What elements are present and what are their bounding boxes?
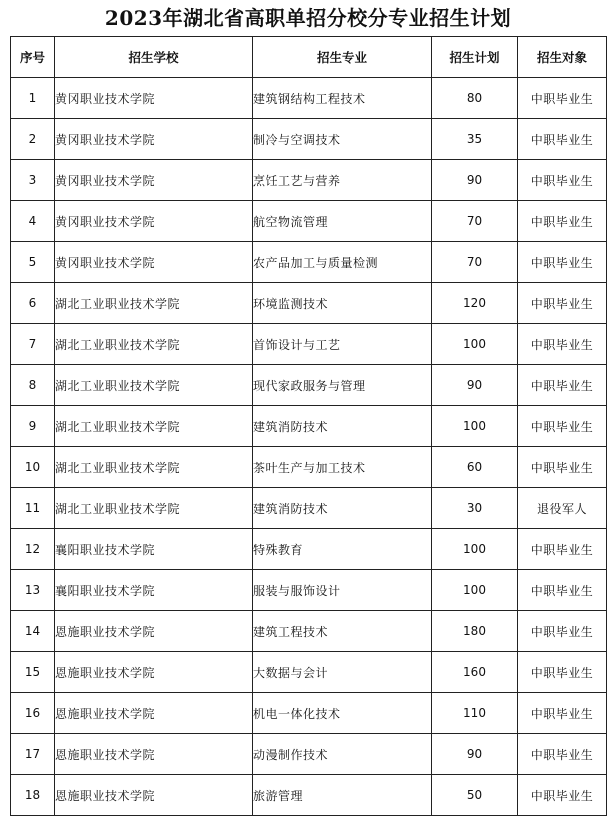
cell-major: 航空物流管理 [253, 201, 432, 242]
table-row [11, 529, 607, 570]
table-row [11, 406, 607, 447]
cell-quota: 70 [432, 201, 518, 242]
cell-target: 中职毕业生 [518, 734, 607, 775]
cell-index: 17 [11, 734, 55, 775]
cell-quota: 60 [432, 447, 518, 488]
cell-major: 机电一体化技术 [253, 693, 432, 734]
header-target: 招生对象 [518, 37, 607, 78]
table-row [11, 775, 607, 816]
header-school: 招生学校 [55, 37, 253, 78]
cell-school: 湖北工业职业技术学院 [55, 406, 253, 447]
cell-major: 服装与服饰设计 [253, 570, 432, 611]
cell-target: 中职毕业生 [518, 242, 607, 283]
cell-index: 12 [11, 529, 55, 570]
cell-quota: 100 [432, 406, 518, 447]
cell-school: 湖北工业职业技术学院 [55, 283, 253, 324]
cell-target: 中职毕业生 [518, 652, 607, 693]
cell-target: 中职毕业生 [518, 119, 607, 160]
cell-quota: 30 [432, 488, 518, 529]
table-row [11, 447, 607, 488]
header-major: 招生专业 [253, 37, 432, 78]
cell-target: 中职毕业生 [518, 283, 607, 324]
cell-school: 黄冈职业技术学院 [55, 160, 253, 201]
cell-target: 中职毕业生 [518, 324, 607, 365]
table-body [11, 78, 607, 816]
cell-quota: 50 [432, 775, 518, 816]
cell-index: 2 [11, 119, 55, 160]
table-row [11, 488, 607, 529]
cell-quota: 110 [432, 693, 518, 734]
cell-target: 中职毕业生 [518, 78, 607, 119]
cell-school: 恩施职业技术学院 [55, 652, 253, 693]
table-row [11, 160, 607, 201]
cell-major: 现代家政服务与管理 [253, 365, 432, 406]
table-row [11, 734, 607, 775]
cell-major: 大数据与会计 [253, 652, 432, 693]
table-row [11, 242, 607, 283]
cell-index: 18 [11, 775, 55, 816]
cell-target: 中职毕业生 [518, 365, 607, 406]
cell-index: 15 [11, 652, 55, 693]
cell-school: 湖北工业职业技术学院 [55, 324, 253, 365]
cell-target: 中职毕业生 [518, 570, 607, 611]
cell-school: 襄阳职业技术学院 [55, 570, 253, 611]
cell-target: 中职毕业生 [518, 201, 607, 242]
table-row [11, 365, 607, 406]
cell-index: 10 [11, 447, 55, 488]
cell-major: 建筑工程技术 [253, 611, 432, 652]
cell-school: 恩施职业技术学院 [55, 611, 253, 652]
cell-index: 14 [11, 611, 55, 652]
cell-index: 11 [11, 488, 55, 529]
cell-quota: 70 [432, 242, 518, 283]
cell-quota: 90 [432, 365, 518, 406]
cell-school: 恩施职业技术学院 [55, 734, 253, 775]
cell-target: 中职毕业生 [518, 406, 607, 447]
header-quota: 招生计划 [432, 37, 518, 78]
cell-major: 茶叶生产与加工技术 [253, 447, 432, 488]
cell-index: 7 [11, 324, 55, 365]
cell-school: 湖北工业职业技术学院 [55, 488, 253, 529]
cell-school: 恩施职业技术学院 [55, 775, 253, 816]
cell-index: 5 [11, 242, 55, 283]
cell-major: 制冷与空调技术 [253, 119, 432, 160]
cell-quota: 80 [432, 78, 518, 119]
cell-quota: 100 [432, 324, 518, 365]
cell-major: 建筑消防技术 [253, 406, 432, 447]
table-row [11, 324, 607, 365]
cell-index: 9 [11, 406, 55, 447]
cell-index: 8 [11, 365, 55, 406]
cell-quota: 90 [432, 734, 518, 775]
cell-major: 特殊教育 [253, 529, 432, 570]
cell-major: 建筑钢结构工程技术 [253, 78, 432, 119]
table-row [11, 283, 607, 324]
cell-school: 黄冈职业技术学院 [55, 242, 253, 283]
cell-major: 环境监测技术 [253, 283, 432, 324]
cell-target: 退役军人 [518, 488, 607, 529]
cell-school: 襄阳职业技术学院 [55, 529, 253, 570]
cell-quota: 160 [432, 652, 518, 693]
cell-school: 黄冈职业技术学院 [55, 119, 253, 160]
cell-school: 黄冈职业技术学院 [55, 78, 253, 119]
cell-school: 恩施职业技术学院 [55, 693, 253, 734]
cell-target: 中职毕业生 [518, 775, 607, 816]
table-row [11, 78, 607, 119]
cell-school: 黄冈职业技术学院 [55, 201, 253, 242]
cell-major: 农产品加工与质量检测 [253, 242, 432, 283]
cell-school: 湖北工业职业技术学院 [55, 365, 253, 406]
header-index: 序号 [11, 37, 55, 78]
cell-major: 首饰设计与工艺 [253, 324, 432, 365]
cell-major: 旅游管理 [253, 775, 432, 816]
cell-index: 6 [11, 283, 55, 324]
table-row [11, 611, 607, 652]
cell-index: 13 [11, 570, 55, 611]
cell-quota: 120 [432, 283, 518, 324]
cell-quota: 35 [432, 119, 518, 160]
cell-major: 动漫制作技术 [253, 734, 432, 775]
table-row [11, 652, 607, 693]
cell-target: 中职毕业生 [518, 447, 607, 488]
table-header-row [11, 37, 607, 78]
cell-quota: 100 [432, 529, 518, 570]
cell-index: 16 [11, 693, 55, 734]
enrollment-plan-table [10, 36, 607, 816]
cell-major: 烹饪工艺与营养 [253, 160, 432, 201]
cell-quota: 90 [432, 160, 518, 201]
cell-target: 中职毕业生 [518, 529, 607, 570]
table-row [11, 201, 607, 242]
document-title: 2023年湖北省高职单招分校分专业招生计划 [104, 6, 512, 30]
cell-target: 中职毕业生 [518, 160, 607, 201]
table-row [11, 570, 607, 611]
cell-quota: 100 [432, 570, 518, 611]
cell-index: 3 [11, 160, 55, 201]
cell-school: 湖北工业职业技术学院 [55, 447, 253, 488]
cell-target: 中职毕业生 [518, 693, 607, 734]
cell-target: 中职毕业生 [518, 611, 607, 652]
cell-quota: 180 [432, 611, 518, 652]
cell-index: 1 [11, 78, 55, 119]
cell-index: 4 [11, 201, 55, 242]
cell-major: 建筑消防技术 [253, 488, 432, 529]
table-row [11, 119, 607, 160]
table-row [11, 693, 607, 734]
